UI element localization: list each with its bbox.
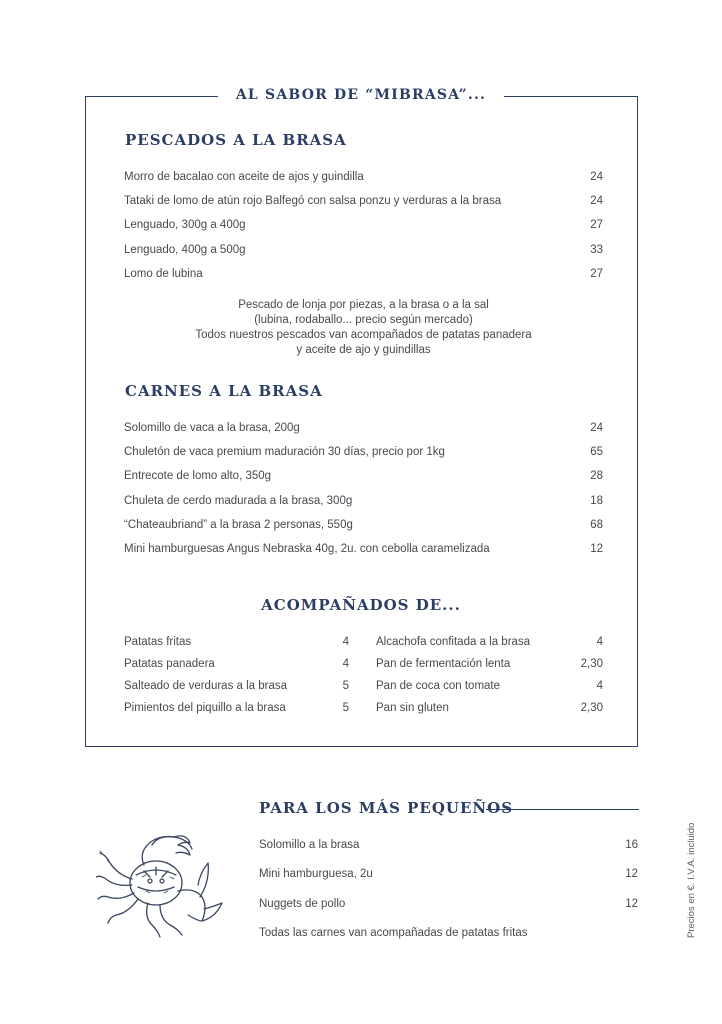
item-name: Chuleta de cerdo madurada a la brasa, 300g xyxy=(124,495,353,507)
item-name: Patatas panadera xyxy=(124,658,215,670)
menu-item xyxy=(124,268,603,284)
item-name: Mini hamburguesa, 2u xyxy=(259,868,373,880)
note-line: y aceite de ajo y guindillas xyxy=(296,344,431,356)
crab-icon xyxy=(96,815,226,940)
menu-item xyxy=(124,422,603,438)
note-line: (lubina, rodaballo... precio según mercado) xyxy=(254,314,473,326)
side-item xyxy=(376,680,603,696)
item-name: Entrecote de lomo alto, 350g xyxy=(124,470,272,482)
item-name: Chuletón de vaca premium maduración 30 días, precio por 1kg xyxy=(124,446,445,458)
item-name: Patatas fritas xyxy=(124,636,192,648)
side-item xyxy=(376,702,603,718)
item-name: Pan de fermentación lenta xyxy=(376,658,511,670)
side-item xyxy=(376,658,603,674)
item-name: Mini hamburguesas Angus Nebraska 40g, 2u. con cebolla caramelizada xyxy=(124,543,490,555)
menu-item xyxy=(124,495,603,511)
item-name: Salteado de verduras a la brasa xyxy=(124,680,288,692)
kids-item xyxy=(259,868,638,884)
item-name: Lenguado, 400g a 500g xyxy=(124,244,246,256)
note-line: Pescado de lonja por piezas, a la brasa o a la sal xyxy=(238,299,489,311)
note-line: Todos nuestros pescados van acompañados de patatas panadera xyxy=(195,329,532,341)
menu-item xyxy=(124,171,603,187)
item-price: 4 xyxy=(596,680,603,692)
kids-item xyxy=(259,839,638,855)
item-price: 5 xyxy=(342,702,349,714)
item-name: Lenguado, 300g a 400g xyxy=(124,219,246,231)
item-name: Solomillo a la brasa xyxy=(259,839,360,851)
menu-item xyxy=(124,446,603,462)
item-price: 4 xyxy=(596,636,603,648)
item-price: 28 xyxy=(590,470,603,482)
item-name: Lomo de lubina xyxy=(124,268,203,280)
item-name: Pan de coca con tomate xyxy=(376,680,501,692)
kids-item xyxy=(259,898,638,914)
item-price: 24 xyxy=(590,171,603,183)
side-item xyxy=(124,636,349,652)
item-name: Solomillo de vaca a la brasa, 200g xyxy=(124,422,300,434)
item-price: 27 xyxy=(590,219,603,231)
frame-title: AL SABOR DE “MIBRASA”... xyxy=(218,87,504,103)
item-price: 27 xyxy=(590,268,603,280)
menu-item xyxy=(124,470,603,486)
menu-item xyxy=(124,543,603,559)
section-heading-pequenos: PARA LOS MÁS PEQUEÑOS xyxy=(259,799,514,817)
side-item xyxy=(124,702,349,718)
item-name: “Chateaubriand” a la brasa 2 personas, 550g xyxy=(124,519,353,531)
frame-title-wrapper xyxy=(0,86,722,104)
item-price: 16 xyxy=(625,839,638,851)
item-price: 2,30 xyxy=(580,658,603,670)
section-heading-pescados: PESCADOS A LA BRASA xyxy=(125,131,347,149)
menu-item xyxy=(124,219,603,235)
menu-item xyxy=(124,244,603,260)
kids-note: Todas las carnes van acompañadas de patatas fritas xyxy=(259,927,528,939)
item-price: 2,30 xyxy=(580,702,603,714)
item-price: 65 xyxy=(590,446,603,458)
item-price: 18 xyxy=(590,495,603,507)
vat-note: Precios en €. I.V.A. incluido xyxy=(686,822,697,938)
item-name: Nuggets de pollo xyxy=(259,898,346,910)
item-name: Alcachofa confitada a la brasa xyxy=(376,636,531,648)
side-item xyxy=(124,658,349,674)
item-name: Tataki de lomo de atún rojo Balfegó con salsa ponzu y verduras a la brasa xyxy=(124,195,502,207)
item-price: 68 xyxy=(590,519,603,531)
section-heading-carnes: CARNES A LA BRASA xyxy=(125,382,323,400)
side-item xyxy=(376,636,603,652)
item-price: 5 xyxy=(342,680,349,692)
item-name: Morro de bacalao con aceite de ajos y guindilla xyxy=(124,171,364,183)
item-price: 12 xyxy=(625,868,638,880)
item-name: Pan sin gluten xyxy=(376,702,449,714)
pescados-note xyxy=(124,298,603,358)
menu-item xyxy=(124,519,603,535)
item-price: 24 xyxy=(590,422,603,434)
item-price: 4 xyxy=(342,636,349,648)
item-price: 12 xyxy=(590,543,603,555)
item-price: 33 xyxy=(590,244,603,256)
menu-item xyxy=(124,195,603,211)
side-item xyxy=(124,680,349,696)
item-price: 4 xyxy=(342,658,349,670)
item-price: 24 xyxy=(590,195,603,207)
item-price: 12 xyxy=(625,898,638,910)
heading-rule xyxy=(486,809,639,810)
item-name: Pimientos del piquillo a la brasa xyxy=(124,702,286,714)
section-heading-acompanados: ACOMPAÑADOS DE... xyxy=(261,596,461,614)
